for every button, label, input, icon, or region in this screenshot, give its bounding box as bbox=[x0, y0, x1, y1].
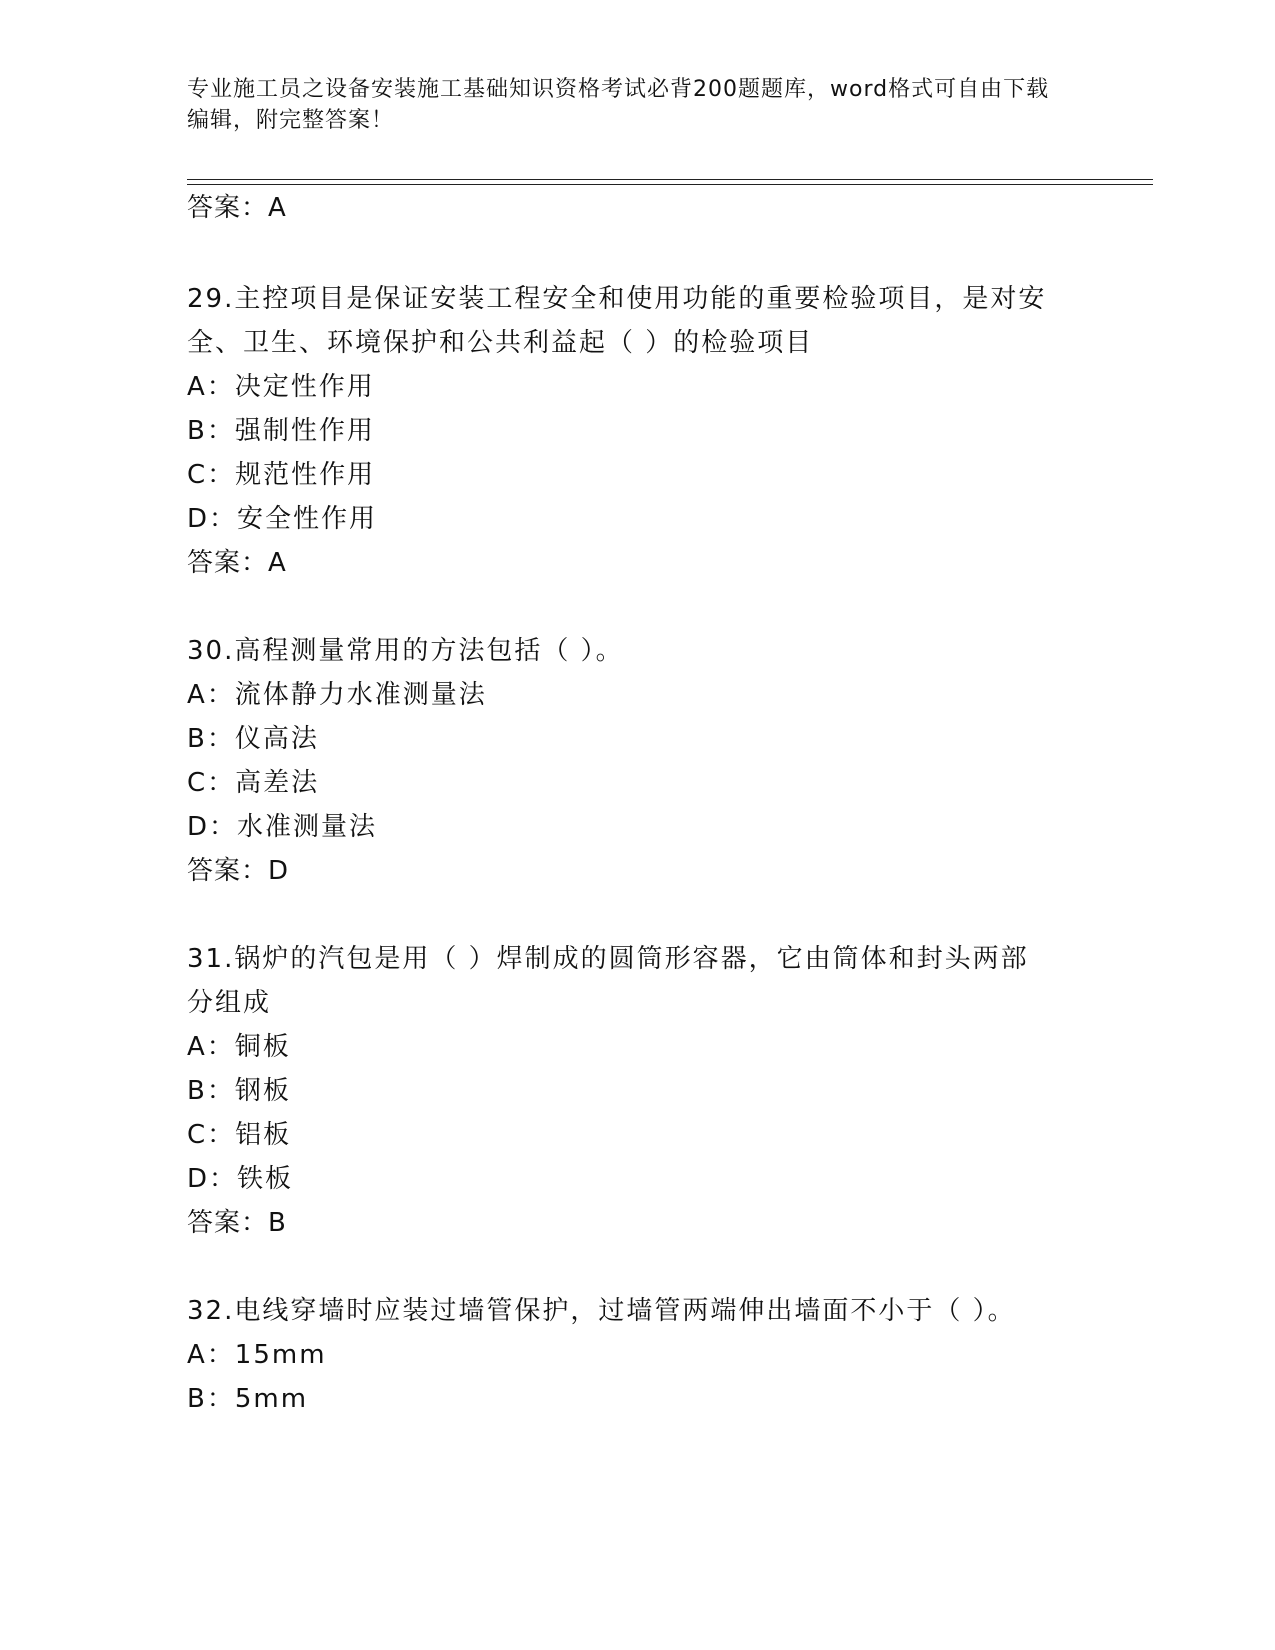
question-30-option-c: C：高差法 bbox=[187, 768, 320, 798]
question-30-option-b: B：仪高法 bbox=[187, 724, 319, 754]
question-31-option-d: D：铁板 bbox=[187, 1164, 294, 1194]
question-31-option-c: C：铝板 bbox=[187, 1120, 292, 1150]
question-31-option-b: B：钢板 bbox=[187, 1076, 291, 1106]
question-32-option-b: B：5mm bbox=[187, 1384, 309, 1414]
question-30-option-a: A：流体静力水准测量法 bbox=[187, 680, 487, 710]
question-31-answer: 答案：B bbox=[187, 1208, 287, 1238]
question-29-stem-line1: 29.主控项目是保证安装工程安全和使用功能的重要检验项目，是对安 bbox=[187, 284, 1047, 314]
question-30-option-d: D：水准测量法 bbox=[187, 812, 378, 842]
question-29-option-c: C：规范性作用 bbox=[187, 460, 376, 490]
question-31-stem-line1: 31.锅炉的汽包是用（ ）焊制成的圆筒形容器，它由筒体和封头两部 bbox=[187, 944, 1029, 974]
question-29-answer: 答案：A bbox=[187, 548, 287, 578]
question-29-option-b: B：强制性作用 bbox=[187, 416, 375, 446]
question-32-stem-line1: 32.电线穿墙时应装过墙管保护，过墙管两端伸出墙面不小于（ ）。 bbox=[187, 1296, 1016, 1326]
document-header: 专业施工员之设备安装施工基础知识资格考试必背200题题库，word格式可自由下载编辑，附完整答案！ bbox=[187, 77, 1050, 133]
question-31-stem-line2: 分组成 bbox=[187, 988, 272, 1018]
question-30-answer: 答案：D bbox=[187, 856, 290, 886]
previous-answer: 答案：A bbox=[187, 193, 287, 223]
question-31-option-a: A：铜板 bbox=[187, 1032, 291, 1062]
question-29-option-d: D：安全性作用 bbox=[187, 504, 378, 534]
question-29-option-a: A：决定性作用 bbox=[187, 372, 375, 402]
header-rule-top bbox=[187, 179, 1153, 180]
question-30-stem-line1: 30.高程测量常用的方法包括（ ）。 bbox=[187, 636, 624, 666]
question-29-stem-line2: 全、卫生、环境保护和公共利益起（ ）的检验项目 bbox=[187, 328, 814, 358]
question-32-option-a: A：15mm bbox=[187, 1340, 327, 1370]
header-rule-bottom bbox=[187, 184, 1153, 185]
